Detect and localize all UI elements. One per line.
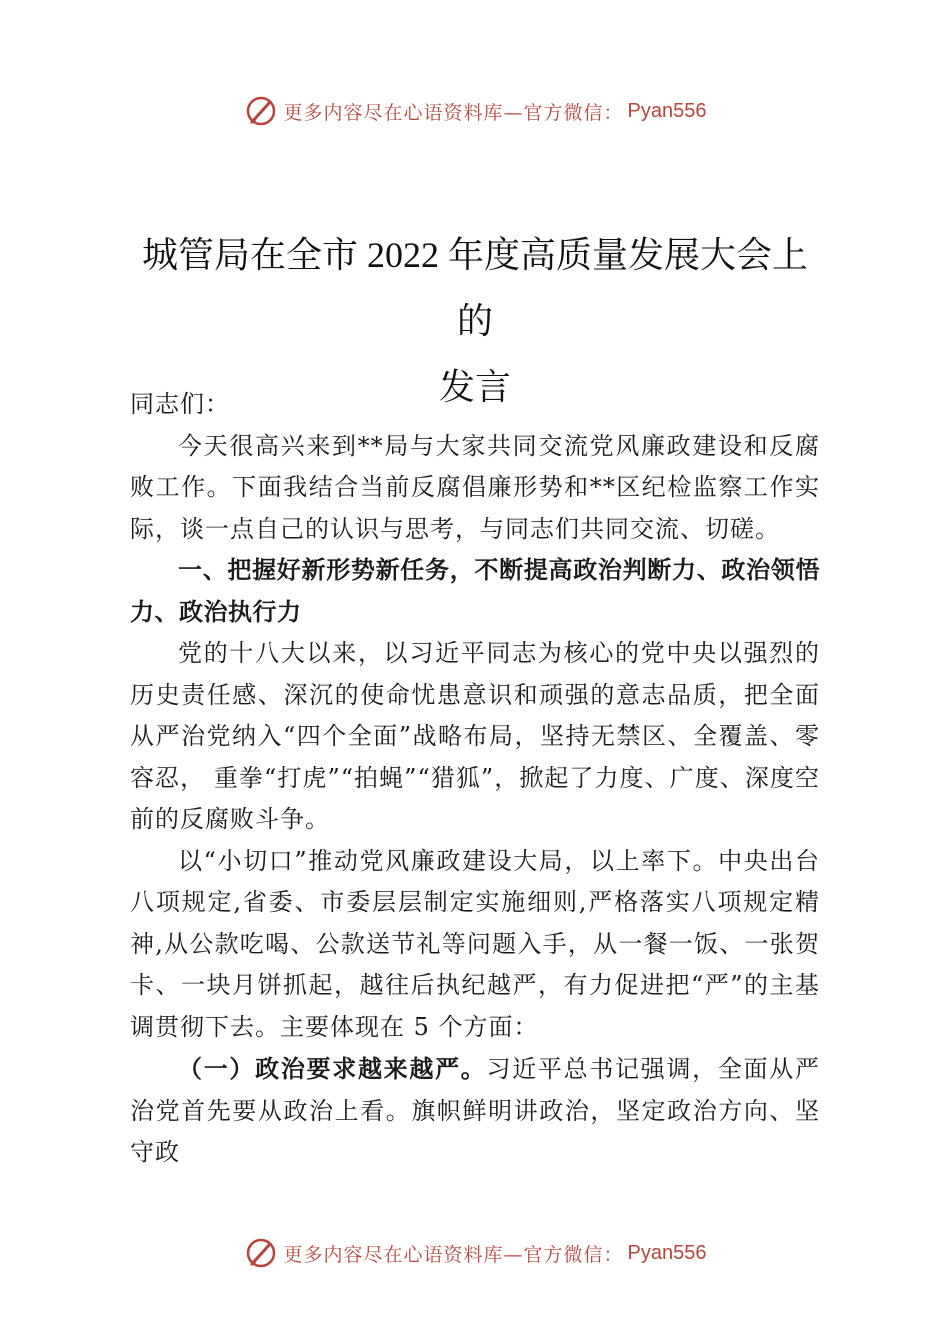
- title-line-2: 发言: [438, 367, 511, 407]
- watermark-wechat-id: Pyan556: [627, 99, 707, 122]
- watermark-text: 更多内容尽在心语资料库—官方微信：: [283, 1243, 624, 1266]
- salutation: 同志们：: [130, 390, 230, 418]
- watermark-text: 更多内容尽在心语资料库—官方微信：: [283, 101, 624, 124]
- watermark-footer: [0, 1236, 950, 1270]
- paragraph-2: 以“小切口”推动党风廉政建设大局，以上率下。中央出台八项规定,省委、市委层层制定实施细则,严格落实八项规定精神,从公款吃喝、公款送节礼等问题入手，从一餐一饭、一张贺卡、一块月饼抓起，越往后执纪越严，有力促进把“严”的主基调贯彻下去。主要体现在 5 个方面：: [130, 846, 820, 1041]
- watermark-wechat-id: Pyan556: [627, 1241, 707, 1264]
- watermark-header: [0, 94, 950, 128]
- title-line-1: 城管局在全市 2022 年度高质量发展大会上的: [141, 235, 808, 341]
- pen-logo-icon: [244, 94, 278, 128]
- point-1-label: （一）政治要求越来越严。: [178, 1054, 487, 1083]
- point-1-text: 习近平总书记强调，全面从严治党首先要从政治上看。旗帜鲜明讲政治，坚定政治方向、坚守政: [130, 1055, 820, 1166]
- point-1-paragraph: [130, 1048, 820, 1174]
- section-heading-1: 一、把握好新形势新任务，不断提高政治判断力、政治领悟力、政治执行力: [130, 556, 820, 626]
- pen-logo-icon: [244, 1236, 278, 1270]
- intro-paragraph: 今天很高兴来到**局与大家共同交流党风廉政建设和反腐败工作。下面我结合当前反腐倡廉形势和**区纪检监察工作实际，谈一点自己的认识与思考，与同志们共同交流、切磋。: [130, 431, 820, 543]
- paragraph-1: 党的十八大以来，以习近平同志为核心的党中央以强烈的历史责任感、深沉的使命忧患意识和顽强的意志品质，把全面从严治党纳入“四个全面”战略布局，坚持无禁区、全覆盖、零容忍， 重拳“打虎”“拍蝇”“猎狐”，掀起了力度、广度、深度空前的反腐败斗争。: [130, 639, 820, 833]
- document-body: [130, 384, 820, 1174]
